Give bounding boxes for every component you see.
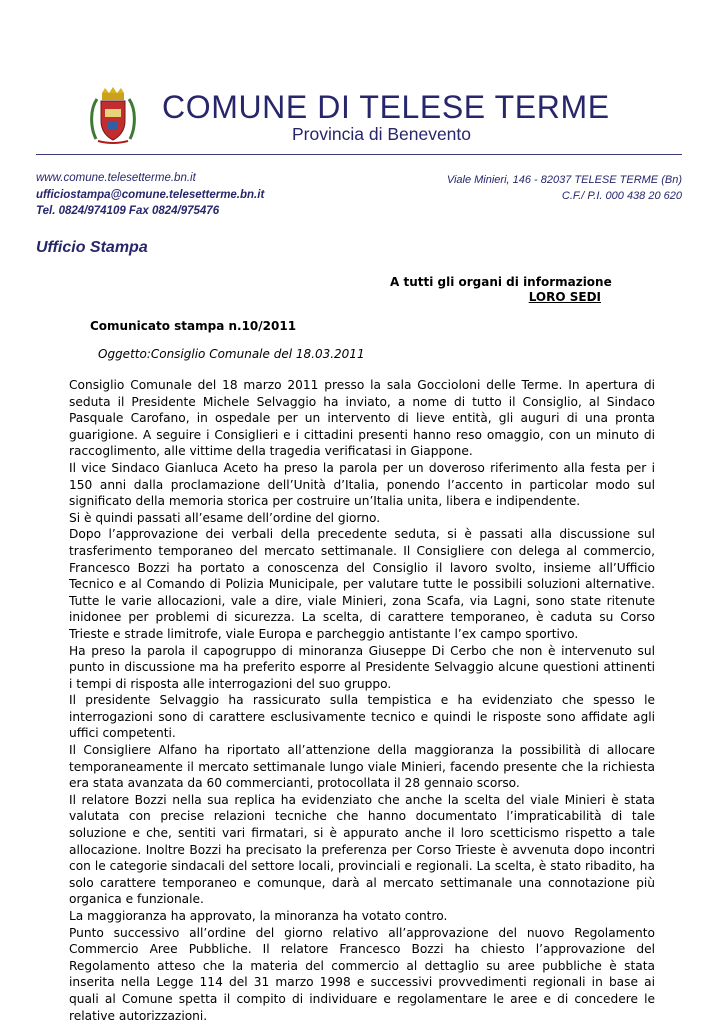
header-divider [36,154,682,155]
municipality-title: COMUNE DI TELESE TERME [162,89,610,125]
paragraph: Il presidente Selvaggio ha rassicurato sulla tempistica e ha evidenziato che spesso le interrogazioni sono di carattere esclusivamente tecnico e quindi le risposte sono affidate agli uffici competenti. [69,693,655,741]
municipal-crest-icon [88,87,138,145]
website-link[interactable]: www.comune.telesetterme.bn.it [36,172,196,184]
address: Viale Minieri, 146 - 82037 TELESE TERME (Bn) [446,174,682,186]
paragraph: Ha preso la parola il capogruppo di minoranza Giuseppe Di Cerbo che non è intervenuto sul punto in discussione ma ha preferito esporre al Presidente Selvaggio alcune questioni attinenti i tempi di risposta alle interrogazioni del suo gruppo. [69,643,655,691]
paragraph: Consiglio Comunale del 18 marzo 2011 presso la sala Goccioloni delle Terme. In apertura di seduta il Presidente Michele Selvaggio ha inviato, a nome di tutto il Consiglio, al Sindaco Pasquale Carofano, in ospedale per un intervento di lieve entità, gli auguri di una pronta guarigione. A seguire i Consiglieri e i cittadini presenti hanno reso omaggio, con un minuto di raccoglimento, alle vittime della tragedia verificatasi in Giappone. [69,378,655,459]
release-number: Comunicato stampa n.10/2011 [90,319,297,333]
paragraph: La maggioranza ha approvato, la minoranza ha votato contro. [69,909,448,923]
body-text [69,377,655,1024]
paragraph: Il relatore Bozzi nella sua replica ha evidenziato che anche la scelta del viale Minieri è stata valutata con precise relazioni tecniche che hanno documentato l’impraticabilità di tale soluzione e che, sentiti vari firmatari, si è appurato anche il loro scetticismo rispetto a tale allocazione. Inoltre Bozzi ha precisato la preferenza per Corso Trieste è avvenuta dopo incontri con le categorie sindacali del settore locali, provinciali e regionali. La scelta, è stato ribadito, ha solo carattere temporaneo e comunque, darà al mercato settimanale una connotazione più organica e funzionale. [69,792,655,907]
phone-fax: Tel. 0824/974109 Fax 0824/975476 [36,205,220,217]
recipient-sedi: LORO SEDI [528,290,601,304]
province-subtitle: Provincia di Benevento [292,124,471,144]
subject-line: Oggetto:Consiglio Comunale del 18.03.2011 [98,347,365,361]
office-heading: Ufficio Stampa [36,239,148,256]
paragraph: Punto successivo all’ordine del giorno relativo all’approvazione del nuovo Regolamento Commercio Aree Pubbliche. Il relatore Francesco Bozzi ha chiesto l’approvazione del Regolamento atteso che la materia del commercio al dettaglio su aree pubbliche è stata inserita nella Legge 114 del 31 marzo 1998 e successivi provvedimenti regionali in base ai quali al Comune spetta il compito di individuare e regolamentare le aree e di concedere le relative autorizzazioni. [69,925,655,1023]
paragraph: Si è quindi passati all’esame dell’ordine del giorno. [69,510,381,525]
paragraph: Il vice Sindaco Gianluca Aceto ha preso la parola per un doveroso riferimento alla festa per i 150 anni dalla proclamazione dell’Unità d’Italia, ponendo l’accento in particolar modo sul significato della memoria storica per costruire un’Italia unita, libera e indipendente. [69,460,655,509]
paragraph: Il Consigliere Alfano ha riportato all’attenzione della maggioranza la possibilità di allocare temporaneamente il mercato settimanale lungo viale Minieri, facendo presente che la richiesta era stata avanzata da 60 commercianti, protocollata il 28 gennaio scorso. [69,743,655,791]
email-link[interactable]: ufficiostampa@comune.telesetterme.bn.it [36,188,265,201]
recipient-line: A tutti gli organi di informazione [390,275,612,289]
recipient-block [390,275,630,305]
paragraph: Dopo l’approvazione dei verbali della precedente seduta, si è passati alla discussione sul trasferimento temporaneo del mercato settimanale. Il Consigliere con delega al commercio, Francesco Bozzi ha portato a conoscenza del Consiglio il lavoro svolto, insieme all’Ufficio Tecnico e al Comando di Polizia Municipale, per valutare tutte le possibili soluzioni alternative. Tutte le varie allocazioni, vale a dire, viale Minieri, zona Scafa, via Lagni, sono state ritenute inidonee per problemi di sicurezza. La scelta, di carattere temporaneo, è caduta su Corso Trieste e strade limitrofe, viale Europa e parcheggio antistante l’ex campo sportivo. [69,527,655,641]
contact-block [36,170,264,220]
tax-id: C.F./ P.I. 000 438 20 620 [561,190,682,202]
address-block [447,172,682,204]
